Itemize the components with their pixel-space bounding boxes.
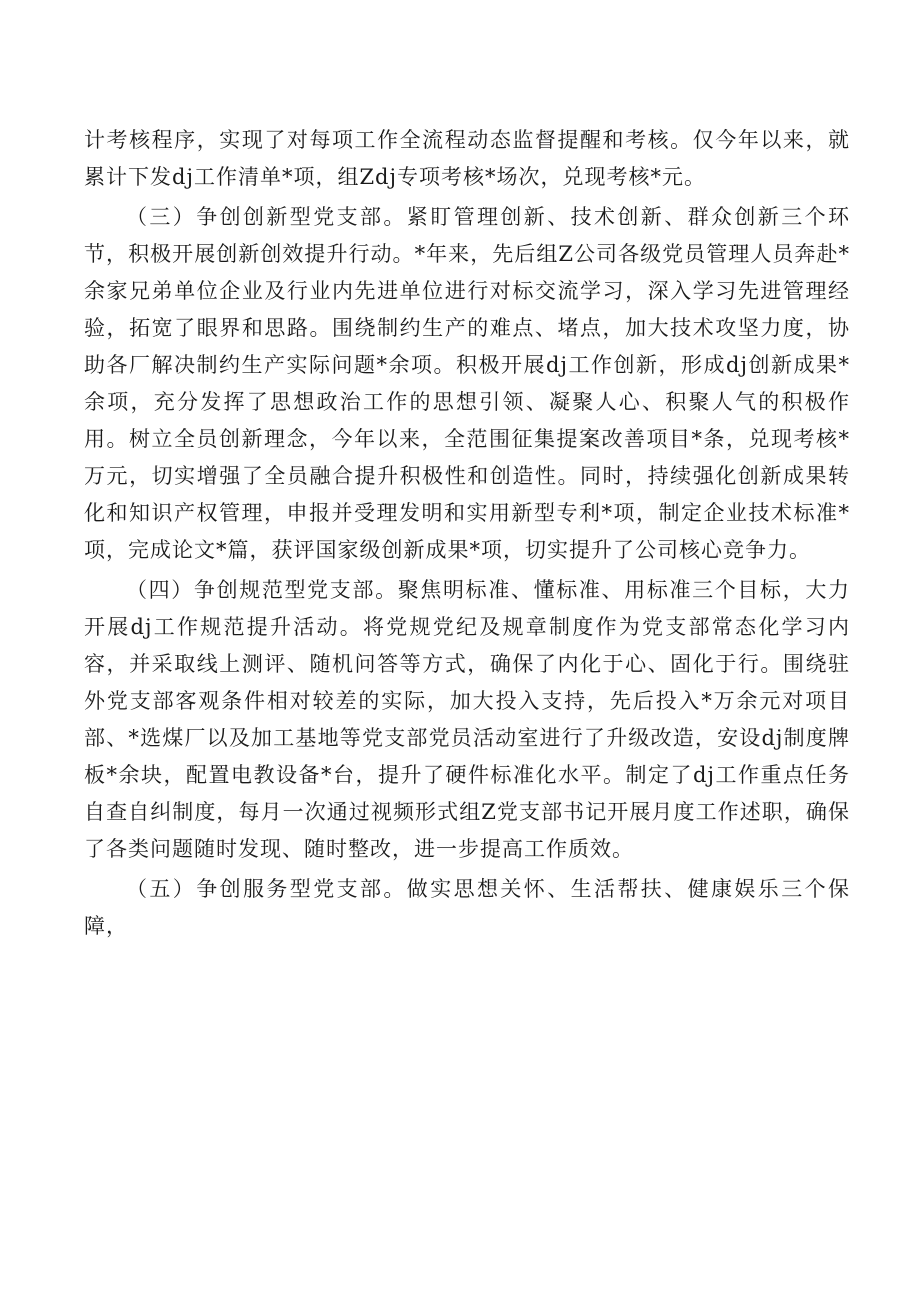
paragraph-section-4: （四）争创规范型党支部。聚焦明标准、懂标准、用标准三个目标，大力开展dj工作规范提升活动。将党规党纪及规章制度作为党支部常态化学习内容，并采取线上测评、随机问答等方式，确保了内化于心、固化于行。围绕驻外党支部客观条件相对较差的实际，加大投入支持，先后投入*万余元对项目部、*选煤厂以及加工基地等党支部党员活动室进行了升级改造，安设dj制度牌板*余块，配置电教设备*台，提升了硬件标准化水平。制定了dj工作重点任务自查自纠制度，每月一次通过视频形式组Z党支部书记开展月度工作述职，确保了各类问题随时发现、随时整改，进一步提高工作质效。	[84, 578, 850, 861]
paragraph-section-3: （三）争创创新型党支部。紧盯管理创新、技术创新、群众创新三个环节，积极开展创新创效提升行动。*年来，先后组Z公司各级党员管理人员奔赴*余家兄弟单位企业及行业内先进单位进行对标交流学习，深入学习先进管理经验，拓宽了眼界和思路。围绕制约生产的难点、堵点，加大技术攻坚力度，协助各厂解决制约生产实际问题*余项。积极开展dj工作创新，形成dj创新成果*余项，充分发挥了思想政治工作的思想引领、凝聚人心、积聚人气的积极作用。树立全员创新理念，今年以来，全范围征集提案改善项目*条，兑现考核*万元，切实增强了全员融合提升积极性和创造性。同时，持续强化创新成果转化和知识产权管理，申报并受理发明和实用新型专利*项，制定企业技术标准*项，完成论文*篇，获评国家级创新成果*项，切实提升了公司核心竞争力。	[84, 205, 850, 562]
document-body	[84, 122, 850, 945]
paragraph-section-5: （五）争创服务型党支部。做实思想关怀、生活帮扶、健康娱乐三个保障，	[84, 877, 850, 938]
paragraph-continuation: 计考核程序，实现了对每项工作全流程动态监督提醒和考核。仅今年以来，就累计下发dj工作清单*项，组Zdj专项考核*场次，兑现考核*元。	[84, 128, 850, 189]
